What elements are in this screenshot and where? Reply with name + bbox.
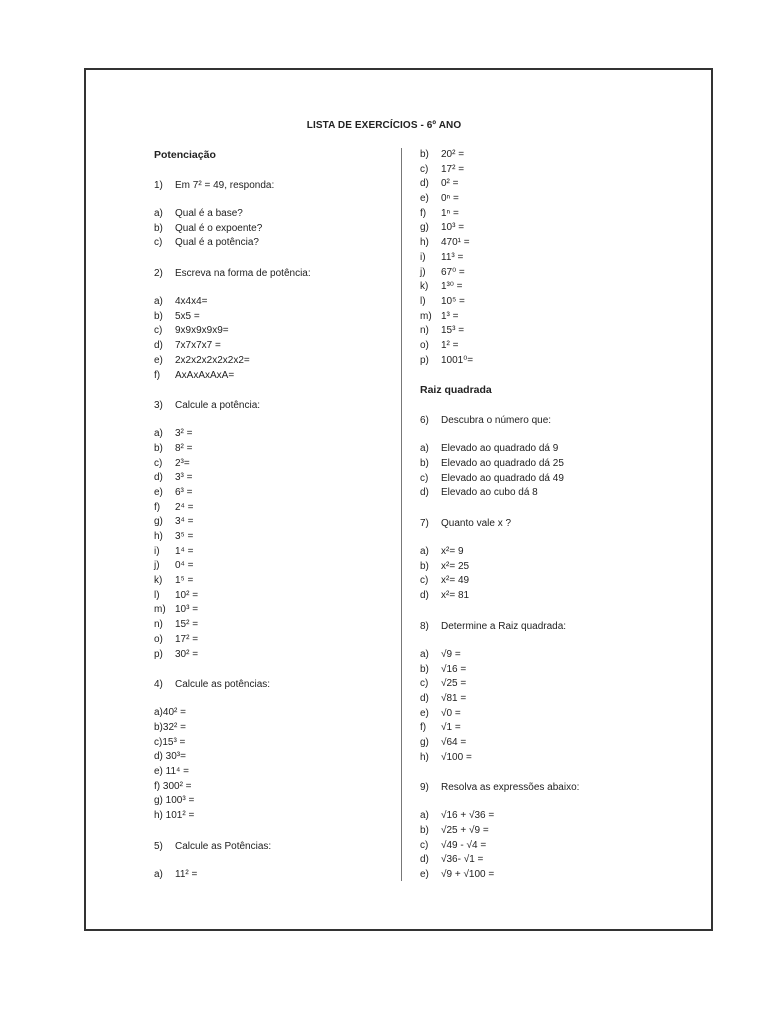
list-item: a) Elevado ao quadrado dá 9	[420, 443, 559, 455]
list-item: o) 17² =	[154, 633, 199, 645]
list-item: b) Qual é o expoente?	[154, 222, 263, 234]
question-text: Quanto vale x ?	[441, 518, 512, 530]
list-item: a) 4x4x4=	[154, 296, 208, 308]
section-heading-potenciacao: Potenciação	[154, 149, 216, 161]
question-5-items	[154, 868, 394, 883]
list-item: e) 0ⁿ =	[420, 193, 459, 205]
right-column	[420, 148, 690, 883]
list-item: a) 11² =	[154, 868, 198, 880]
list-item: c) 2³=	[154, 457, 190, 469]
list-item: i) 11³ =	[420, 251, 464, 263]
list-item: a) √16 + √36 =	[420, 810, 495, 822]
left-column	[154, 148, 394, 882]
question-text: Resolva as expressões abaixo:	[441, 782, 580, 794]
question-4	[154, 677, 394, 692]
question-number: 1)	[154, 180, 163, 191]
list-item: b) √16 =	[420, 663, 467, 675]
list-item: b) 20² =	[420, 149, 465, 160]
list-item: d) √36- √1 =	[420, 854, 484, 866]
list-item: c)15³ =	[154, 736, 186, 748]
question-1-items	[154, 207, 394, 251]
list-item: a) √9 =	[420, 648, 461, 660]
question-6-items	[420, 442, 690, 501]
section-heading-raiz-quadrada: Raiz quadrada	[420, 384, 492, 397]
list-item: b)32² =	[154, 721, 186, 733]
question-number: 6)	[420, 415, 429, 427]
list-item: g) 100³ =	[154, 795, 195, 807]
question-number: 8)	[420, 620, 429, 632]
list-item: b) x²= 25	[420, 560, 470, 572]
list-item: c) Qual é a potência?	[154, 237, 259, 249]
question-1	[154, 178, 394, 193]
question-number: 3)	[154, 400, 163, 412]
question-7-items	[420, 545, 690, 604]
list-item: m) 1³ =	[420, 310, 459, 322]
list-item: a) 3² =	[154, 428, 193, 440]
list-item: e) 2x2x2x2x2x2x2=	[154, 354, 250, 366]
list-item: e) √0 =	[420, 707, 461, 719]
list-item: o) 1² =	[420, 339, 459, 351]
list-item: d) 3³ =	[154, 472, 193, 484]
list-item: a) Qual é a base?	[154, 208, 243, 219]
question-8	[420, 619, 690, 634]
list-item: c) √49 - √4 =	[420, 839, 487, 851]
list-item: b) 5x5 =	[154, 310, 200, 322]
list-item: l) 10⁵ =	[420, 295, 465, 307]
list-item: j) 67⁰ =	[420, 266, 465, 278]
list-item: h) 3⁵ =	[154, 531, 194, 542]
list-item: f) √1 =	[420, 722, 461, 734]
question-5	[154, 839, 394, 854]
list-item: b) Elevado ao quadrado dá 25	[420, 458, 564, 469]
question-9-items	[420, 809, 690, 882]
list-item: f) AxAxAxAxA=	[154, 369, 235, 381]
list-item: e) 11⁴ =	[154, 765, 189, 777]
list-item: k) 1³⁰ =	[420, 281, 463, 293]
list-item: d) Elevado ao cubo dá 8	[420, 487, 538, 499]
question-5-items-continued	[420, 148, 690, 368]
question-number: 4)	[154, 679, 163, 691]
list-item: p) 30² =	[154, 648, 199, 660]
list-item: b) 8² =	[154, 442, 193, 454]
list-item: d) 30³=	[154, 751, 186, 763]
list-item: h) √100 =	[420, 751, 472, 763]
question-text: Escreva na forma de potência:	[175, 268, 311, 280]
list-item: m) 10³ =	[154, 604, 199, 616]
list-item: h) 101² =	[154, 810, 195, 821]
question-2	[154, 266, 394, 281]
question-number: 7)	[420, 518, 429, 530]
list-item: e) 6³ =	[154, 486, 193, 498]
document-title: LISTA DE EXERCÍCIOS - 6º ANO	[306, 120, 462, 131]
question-text: Em 7² = 49, responda:	[175, 180, 275, 191]
list-item: d) 7x7x7x7 =	[154, 340, 221, 352]
question-3	[154, 398, 394, 413]
question-text: Calcule as Potências:	[175, 840, 272, 852]
list-item: g) √64 =	[420, 736, 467, 748]
list-item: c) 17² =	[420, 163, 465, 175]
list-item: n) 15² =	[154, 619, 199, 631]
list-item: c) √25 =	[420, 678, 467, 690]
list-item: b) √25 + √9 =	[420, 825, 489, 836]
question-3-items	[154, 427, 394, 662]
list-item: d) √81 =	[420, 692, 467, 704]
list-item: g) 3⁴ =	[154, 516, 194, 528]
column-divider	[401, 148, 402, 881]
question-number: 9)	[420, 782, 429, 794]
list-item: g) 10³ =	[420, 222, 465, 234]
list-item: k) 1⁵ =	[154, 575, 194, 587]
list-item: d) 0² =	[420, 178, 459, 190]
question-text: Determine a Raiz quadrada:	[441, 620, 567, 632]
list-item: a)40² =	[154, 707, 186, 719]
question-text: Descubra o número que:	[441, 415, 552, 427]
list-item: c) 9x9x9x9x9=	[154, 325, 229, 337]
question-6	[420, 413, 690, 428]
list-item: l) 10² =	[154, 589, 199, 601]
list-item: j) 0⁴ =	[154, 560, 194, 572]
list-item: n) 15³ =	[420, 325, 465, 337]
question-number: 2)	[154, 268, 163, 280]
list-item: f) 1ⁿ =	[420, 207, 459, 219]
list-item: c) Elevado ao quadrado dá 49	[420, 472, 564, 484]
question-4-items	[154, 706, 394, 824]
list-item: e) √9 + √100 =	[420, 869, 495, 881]
list-item: f) 2⁴ =	[154, 501, 194, 513]
question-text: Calcule as potências:	[175, 679, 271, 691]
list-item: a) x²= 9	[420, 546, 464, 558]
question-2-items	[154, 295, 394, 383]
list-item: i) 1⁴ =	[154, 545, 194, 557]
question-text: Calcule a potência:	[175, 400, 261, 412]
list-item: c) x²= 49	[420, 575, 470, 587]
list-item: h) 470¹ =	[420, 237, 470, 249]
list-item: f) 300² =	[154, 780, 192, 792]
question-9	[420, 780, 690, 795]
question-7	[420, 516, 690, 531]
list-item: p) 1001⁰=	[420, 354, 474, 366]
question-number: 5)	[154, 840, 163, 852]
list-item: d) x²= 81	[420, 590, 470, 602]
question-8-items	[420, 648, 690, 766]
